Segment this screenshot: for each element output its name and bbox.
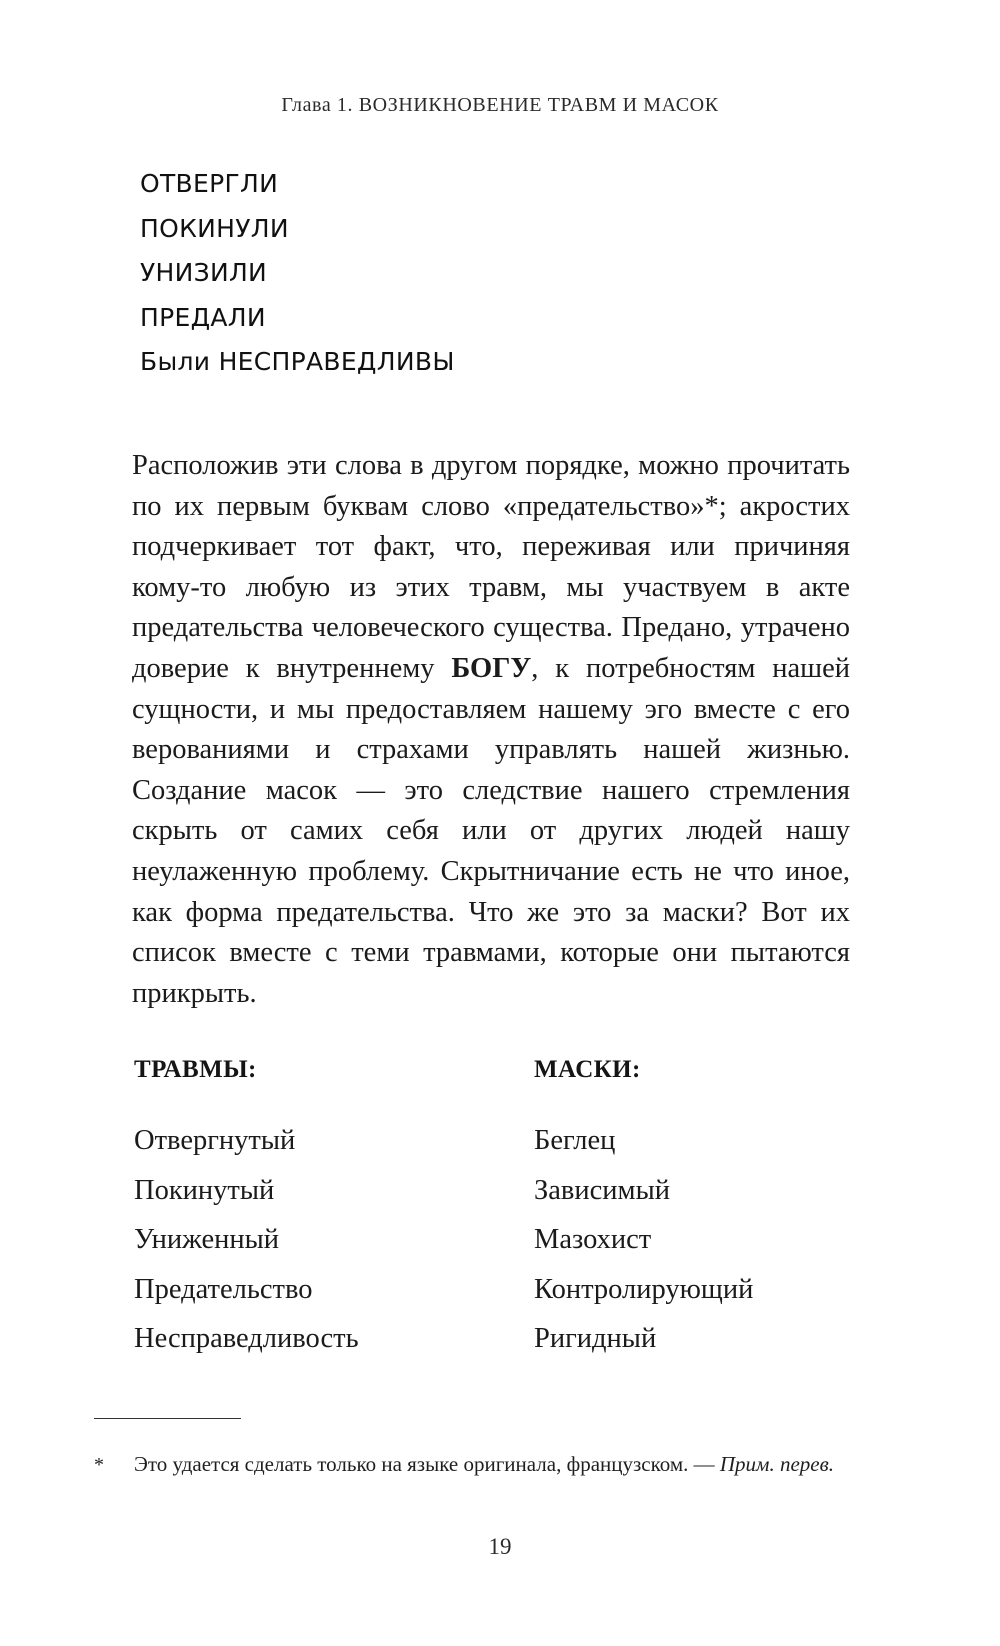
running-head: Глава 1. ВОЗНИКНОВЕНИЕ ТРАВМ И МАСОК (281, 94, 719, 116)
masks-column (534, 1116, 753, 1364)
mask-item: Мазохист (534, 1224, 652, 1255)
footnote-italic: Прим. перев. (719, 1452, 834, 1476)
trauma-item: Отвергнутый (134, 1125, 296, 1156)
footnote-mark: * (94, 1454, 104, 1476)
footnote (134, 1447, 854, 1481)
traumas-column (134, 1116, 359, 1364)
paragraph-bold-word: БОГУ (451, 652, 532, 684)
acrostic-line: УНИЗИЛИ (140, 258, 268, 287)
acrostic-line: Были НЕСПРАВЕДЛИВЫ (140, 347, 455, 376)
acrostic-line: ПОКИНУЛИ (140, 213, 289, 243)
masks-header: МАСКИ: (534, 1056, 641, 1083)
body-paragraph (132, 446, 850, 1014)
acrostic-line: ПРЕДАЛИ (140, 302, 266, 332)
mask-item: Контролирующий (534, 1273, 754, 1305)
traumas-header: ТРАВМЫ: (134, 1056, 257, 1083)
trauma-item: Несправедливость (134, 1323, 359, 1354)
footnote-divider (94, 1418, 241, 1419)
mask-item: Зависимый (534, 1174, 670, 1206)
paragraph-text-part1: Расположив эти слова в другом порядке, можно прочитать по их первым буквам слово «предательство»*; акростих подчеркивает тот факт, что, переживая или причиняя кому-то любую из этих травм, мы участвуем в акте предательства человеческого существа. Предано, утрачено доверие к внутреннему (132, 450, 850, 684)
acrostic-line: ОТВЕРГЛИ (140, 169, 279, 198)
trauma-item: Униженный (134, 1224, 280, 1255)
paragraph-text-part2: , к потребностям нашей сущности, и мы предоставляем нашему эго вместе с его верованиями и страхами управлять нашей жизнью. Создание масок — это следствие нашего стремления скрыть от самих себя или от других людей нашу неулаженную проблему. Скрытничание есть не что иное, как форма предательства. Что же это за маски? Вот их список вместе с теми травмами, которые они пытаются прикрыть. (132, 652, 850, 1009)
mask-item: Ригидный (534, 1323, 657, 1354)
trauma-item: Покинутый (134, 1174, 275, 1206)
mask-item: Беглец (534, 1125, 616, 1156)
footnote-text: Это удается сделать только на языке оригинала, французском. — (134, 1452, 720, 1476)
page-number: 19 (488, 1534, 512, 1559)
trauma-item: Предательство (134, 1273, 313, 1305)
acrostic-list (140, 162, 455, 385)
